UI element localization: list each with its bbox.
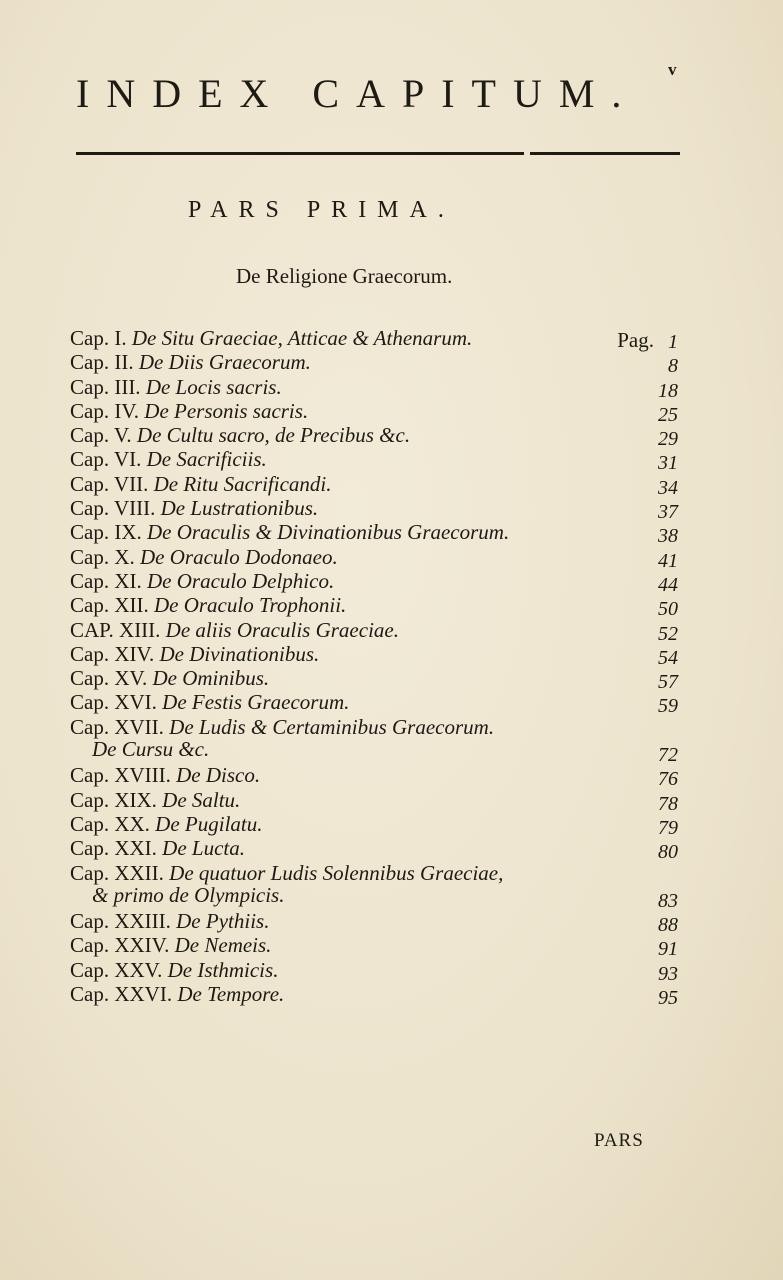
- toc-entry: [70, 520, 680, 548]
- toc-entry: [70, 447, 680, 475]
- chapter-title: De Locis sacris.: [145, 374, 282, 399]
- chapter-number: Cap. XVIII.: [70, 763, 171, 788]
- page-reference: 31: [658, 452, 678, 475]
- chapter-title: De Oraculis & Divinationibus Graecorum.: [147, 520, 510, 545]
- page-reference: 1: [668, 331, 678, 353]
- chapter-number: Cap. XXI.: [70, 836, 157, 861]
- title-rule-right: [530, 152, 680, 155]
- toc-entry: [70, 544, 680, 572]
- chapter-title: De Disco.: [176, 763, 261, 788]
- page-reference: 91: [658, 938, 678, 961]
- toc-entry: [70, 836, 680, 864]
- page-reference: 41: [658, 549, 678, 572]
- table-of-contents: [70, 326, 680, 1010]
- toc-entry: [70, 787, 680, 815]
- chapter-title: De Sacrificiis.: [146, 447, 267, 472]
- page-number: v: [668, 60, 677, 79]
- toc-entry: [70, 666, 680, 694]
- page-reference: 50: [658, 598, 678, 621]
- chapter-title: De Lucta.: [162, 836, 245, 861]
- chapter-title: De Situ Graeciae, Atticae & Athenarum.: [131, 326, 473, 350]
- chapter-number: Cap. VI.: [70, 447, 142, 472]
- page-reference: 52: [658, 622, 678, 645]
- chapter-title-continuation: & primo de Olympicis.: [92, 882, 285, 907]
- section-subtitle: De Religione Graecorum.: [236, 264, 453, 288]
- page-title: INDEX CAPITUM.: [76, 71, 639, 116]
- chapter-number: Cap. X.: [70, 544, 135, 569]
- chapter-number: Cap. XII.: [70, 593, 149, 618]
- toc-entry: [70, 909, 680, 937]
- chapter-number: CAP. XIII.: [70, 617, 161, 642]
- chapter-title: De Ominibus.: [152, 666, 270, 691]
- toc-entry: [70, 423, 680, 451]
- page-reference: 37: [658, 501, 678, 524]
- toc-entry: [70, 982, 680, 1010]
- page-reference: 83: [658, 889, 678, 912]
- part-title: PARS PRIMA.: [188, 197, 455, 223]
- toc-entry: [70, 326, 680, 353]
- toc-entry: [70, 933, 680, 961]
- page-reference: 57: [658, 671, 678, 694]
- title-rule-left: [76, 152, 524, 155]
- chapter-number: Cap. XXV.: [70, 957, 163, 982]
- chapter-title: De Saltu.: [162, 787, 241, 812]
- page-reference: 59: [658, 695, 678, 718]
- page-reference: 8: [668, 355, 678, 378]
- toc-entry: [70, 617, 680, 645]
- chapter-number: Cap. VIII.: [70, 496, 156, 521]
- chapter-title: De Festis Graecorum.: [162, 690, 350, 715]
- page-reference: 88: [658, 914, 678, 937]
- chapter-title: De Diis Graecorum.: [138, 350, 311, 375]
- toc-entry: [70, 715, 680, 764]
- chapter-title: De Personis sacris.: [144, 398, 309, 423]
- toc-entry: [70, 593, 680, 621]
- toc-entry: [70, 350, 680, 378]
- page-reference: 72: [658, 743, 678, 766]
- chapter-number: Cap. XXII.: [70, 860, 164, 885]
- toc-entry: [70, 763, 680, 791]
- chapter-number: Cap. V.: [70, 423, 132, 448]
- chapter-number: Cap. XXVI.: [70, 982, 173, 1007]
- toc-entry: [70, 374, 680, 402]
- chapter-number: Cap. I.: [70, 326, 127, 350]
- chapter-title: De Divinationibus.: [159, 641, 320, 666]
- chapter-number: Cap. XVII.: [70, 714, 164, 739]
- chapter-title: De Isthmicis.: [167, 957, 279, 982]
- chapter-title-continuation: De Cursu &c.: [92, 736, 210, 761]
- chapter-number: Cap. XIX.: [70, 787, 157, 812]
- catchword: PARS: [594, 1130, 644, 1151]
- chapter-number: Cap. XXIV.: [70, 933, 170, 958]
- chapter-number: Cap. XV.: [70, 666, 148, 691]
- chapter-number: Cap. II.: [70, 350, 134, 375]
- page-reference: 34: [658, 476, 678, 499]
- toc-entry: [70, 641, 680, 669]
- page-reference: 95: [658, 987, 678, 1010]
- chapter-title: De Tempore.: [177, 982, 285, 1007]
- toc-entry: [70, 496, 680, 524]
- chapter-title: De aliis Oraculis Graeciae.: [165, 617, 399, 642]
- toc-entry: [70, 861, 680, 910]
- toc-entry: [70, 398, 680, 426]
- page-reference: 93: [658, 962, 678, 985]
- page-reference: 76: [658, 768, 678, 791]
- page-reference: 44: [658, 573, 678, 596]
- page-reference: 78: [658, 792, 678, 815]
- chapter-title: De Oraculo Trophonii.: [153, 593, 347, 618]
- chapter-title: De Pugilatu.: [155, 811, 263, 836]
- chapter-number: Cap. XX.: [70, 811, 150, 836]
- toc-entry: [70, 471, 680, 499]
- chapter-number: Cap. XVI.: [70, 690, 157, 715]
- toc-entry: [70, 568, 680, 596]
- chapter-title: De Cultu sacro, de Precibus &c.: [136, 423, 411, 448]
- chapter-title: De Nemeis.: [174, 933, 272, 958]
- page-reference: 25: [658, 403, 678, 426]
- toc-entry: [70, 957, 680, 985]
- page-reference: 38: [658, 525, 678, 548]
- page-reference: 18: [658, 379, 678, 402]
- page-reference: 29: [658, 428, 678, 451]
- toc-entry: [70, 690, 680, 718]
- chapter-number: Cap. IX.: [70, 520, 142, 545]
- chapter-number: Cap. XIV.: [70, 641, 155, 666]
- chapter-title: De quatuor Ludis Solennibus Graeciae,: [169, 860, 504, 885]
- page-reference: 80: [658, 841, 678, 864]
- chapter-title: De Ludis & Certaminibus Graecorum.: [169, 714, 495, 739]
- chapter-number: Cap. VII.: [70, 471, 149, 496]
- chapter-title: De Pythiis.: [176, 909, 270, 934]
- page-label: Pag.: [617, 328, 654, 352]
- chapter-number: Cap. XI.: [70, 568, 142, 593]
- chapter-number: Cap. IV.: [70, 398, 140, 423]
- chapter-title: De Oraculo Delphico.: [147, 568, 335, 593]
- page-reference: 54: [658, 646, 678, 669]
- chapter-number: Cap. XXIII.: [70, 909, 171, 934]
- toc-entry: [70, 811, 680, 839]
- chapter-title: De Ritu Sacrificandi.: [153, 471, 332, 496]
- chapter-number: Cap. III.: [70, 374, 141, 399]
- page-reference: 79: [658, 816, 678, 839]
- chapter-title: De Oraculo Dodonaeo.: [140, 544, 338, 569]
- chapter-title: De Lustrationibus.: [160, 496, 319, 521]
